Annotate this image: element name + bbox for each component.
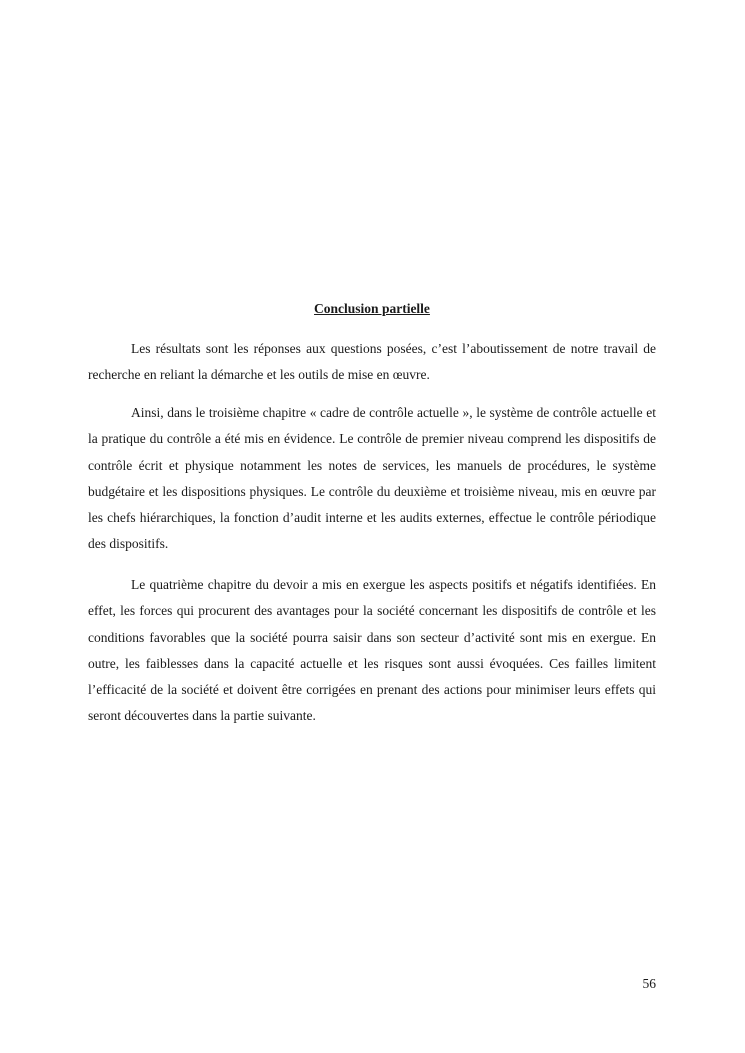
page-number: 56 bbox=[642, 976, 656, 991]
paragraph-1: Les résultats sont les réponses aux questions posées, c’est l’aboutissement de notre travail de recherche en reliant la démarche et les outils de mise en œuvre. bbox=[88, 341, 656, 383]
paragraph-2: Ainsi, dans le troisième chapitre « cadre de contrôle actuelle », le système de contrôle actuelle et la pratique du contrôle a été mis en évidence. Le contrôle de premier niveau comprend les dispositifs de contrôle écrit et physique notamment les notes de services, les manuels de procédures, le système budgétaire et les dispositions physiques. Le contrôle du deuxième et troisième niveau, mis en œuvre par les chefs hiérarchiques, la fonction d’audit interne et les audits externes, effectue le contrôle périodique des dispositifs. bbox=[88, 405, 656, 552]
section-title-text: Conclusion partielle bbox=[314, 301, 430, 316]
section-title bbox=[88, 300, 656, 318]
paragraph-3: Le quatrième chapitre du devoir a mis en exergue les aspects positifs et négatifs identifiées. En effet, les forces qui procurent des avantages pour la société concernant les dispositifs de contrôle et les conditions favorables que la société pourra saisir dans son secteur d’activité sont mis en exergue. En outre, les faiblesses dans la capacité actuelle et les risques sont aussi évoquées. Ces failles limitent l’efficacité de la société et doivent être corrigées en prenant des actions pour minimiser leurs effets qui seront découvertes dans la partie suivante. bbox=[88, 577, 656, 724]
